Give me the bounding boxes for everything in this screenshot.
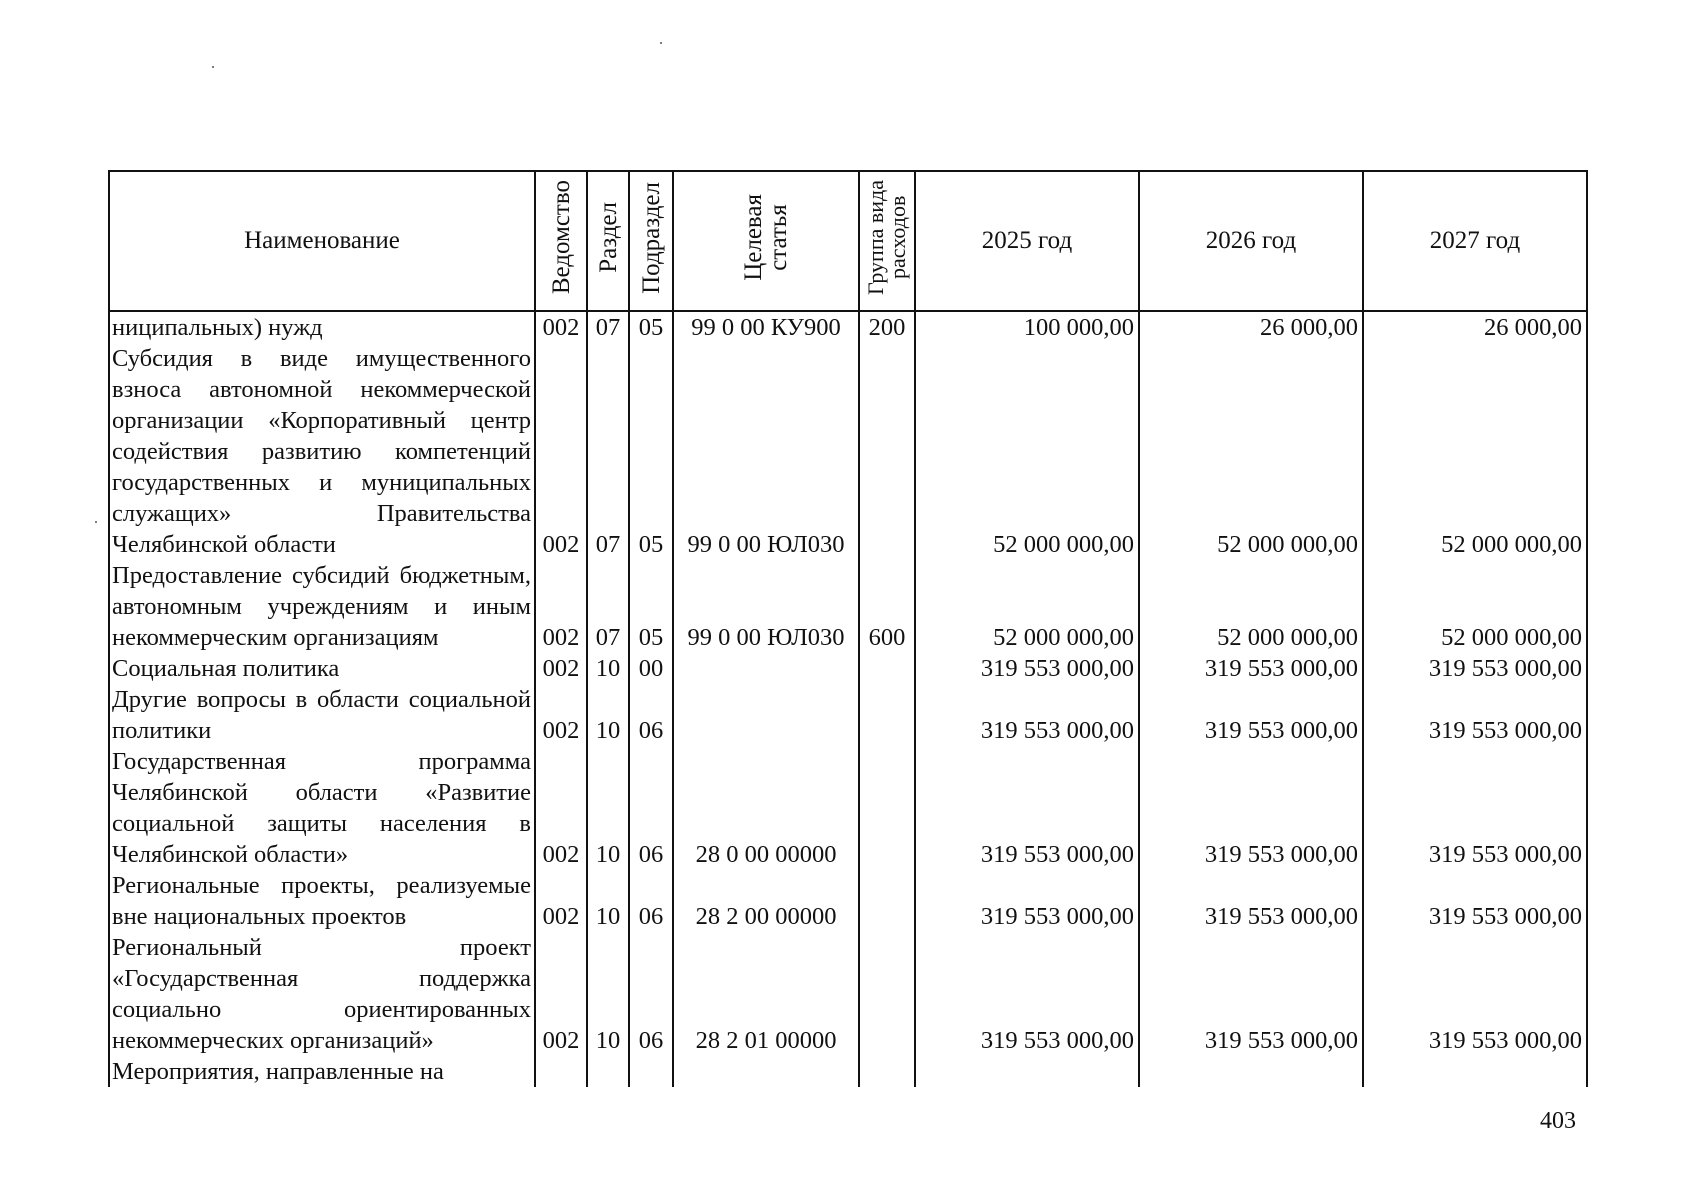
budget-table-container xyxy=(108,170,1588,1087)
cell-target-article: 28 2 00 00000 xyxy=(673,870,859,932)
cell-2027 xyxy=(1363,1056,1587,1087)
cell-name: Субсидия в виде имущественного взноса автономной некоммерческой организации «Корпоративный центр содействия развитию компетенций государственных и муниципальных служащих» Правительства Челябинской области xyxy=(109,343,535,560)
cell-target-article: 99 0 00 ЮЛ030 xyxy=(673,560,859,653)
header-section: Раздел xyxy=(587,171,629,311)
cell-name: Социальная политика xyxy=(109,653,535,684)
cell-department: 002 xyxy=(535,684,587,746)
header-department: Ведомство xyxy=(535,171,587,311)
cell-target-article xyxy=(673,1056,859,1087)
cell-subsection xyxy=(629,1056,673,1087)
table-header-row xyxy=(109,171,1587,311)
cell-2026 xyxy=(1139,1056,1363,1087)
table-row xyxy=(109,343,1587,560)
cell-section: 07 xyxy=(587,560,629,653)
cell-section: 10 xyxy=(587,746,629,870)
table-row xyxy=(109,746,1587,870)
cell-2027: 319 553 000,00 xyxy=(1363,746,1587,870)
cell-2026: 52 000 000,00 xyxy=(1139,343,1363,560)
cell-department: 002 xyxy=(535,311,587,343)
header-2026: 2026 год xyxy=(1139,171,1363,311)
cell-name: Другие вопросы в области социальной политики xyxy=(109,684,535,746)
cell-2026: 319 553 000,00 xyxy=(1139,684,1363,746)
cell-2025: 319 553 000,00 xyxy=(915,653,1139,684)
cell-section: 10 xyxy=(587,684,629,746)
cell-subsection: 05 xyxy=(629,343,673,560)
cell-target-article: 28 0 00 00000 xyxy=(673,746,859,870)
cell-expense-group xyxy=(859,1056,915,1087)
header-2025: 2025 год xyxy=(915,171,1139,311)
cell-expense-group: 200 xyxy=(859,311,915,343)
cell-2026: 319 553 000,00 xyxy=(1139,932,1363,1056)
cell-department: 002 xyxy=(535,746,587,870)
cell-name: Мероприятия, направленные на xyxy=(109,1056,535,1087)
cell-subsection: 00 xyxy=(629,653,673,684)
table-row xyxy=(109,684,1587,746)
cell-department: 002 xyxy=(535,870,587,932)
cell-expense-group xyxy=(859,932,915,1056)
cell-name: ниципальных) нужд xyxy=(109,311,535,343)
cell-2027: 319 553 000,00 xyxy=(1363,932,1587,1056)
table-row xyxy=(109,560,1587,653)
header-2027: 2027 год xyxy=(1363,171,1587,311)
cell-section: 07 xyxy=(587,311,629,343)
cell-target-article: 99 0 00 КУ900 xyxy=(673,311,859,343)
cell-subsection: 05 xyxy=(629,560,673,653)
table-body xyxy=(109,311,1587,1087)
table-row xyxy=(109,311,1587,343)
cell-expense-group: 600 xyxy=(859,560,915,653)
cell-subsection: 06 xyxy=(629,932,673,1056)
cell-section: 10 xyxy=(587,653,629,684)
cell-2026: 52 000 000,00 xyxy=(1139,560,1363,653)
cell-expense-group xyxy=(859,653,915,684)
cell-2026: 319 553 000,00 xyxy=(1139,746,1363,870)
cell-department xyxy=(535,1056,587,1087)
cell-target-article xyxy=(673,684,859,746)
table-row xyxy=(109,932,1587,1056)
cell-subsection: 06 xyxy=(629,746,673,870)
cell-2027: 52 000 000,00 xyxy=(1363,560,1587,653)
cell-2025: 319 553 000,00 xyxy=(915,870,1139,932)
cell-subsection: 05 xyxy=(629,311,673,343)
cell-2027: 319 553 000,00 xyxy=(1363,653,1587,684)
table-row xyxy=(109,1056,1587,1087)
cell-expense-group xyxy=(859,746,915,870)
header-name: Наименование xyxy=(109,171,535,311)
cell-2025: 100 000,00 xyxy=(915,311,1139,343)
cell-expense-group xyxy=(859,870,915,932)
cell-target-article xyxy=(673,653,859,684)
cell-expense-group xyxy=(859,684,915,746)
cell-2025 xyxy=(915,1056,1139,1087)
cell-department: 002 xyxy=(535,343,587,560)
table-row xyxy=(109,870,1587,932)
cell-section: 07 xyxy=(587,343,629,560)
cell-2027: 52 000 000,00 xyxy=(1363,343,1587,560)
cell-2025: 52 000 000,00 xyxy=(915,343,1139,560)
budget-table xyxy=(108,170,1588,1087)
cell-subsection: 06 xyxy=(629,870,673,932)
cell-name: Региональные проекты, реализуемые вне национальных проектов xyxy=(109,870,535,932)
cell-target-article: 28 2 01 00000 xyxy=(673,932,859,1056)
header-subsection: Подраздел xyxy=(629,171,673,311)
cell-2025: 52 000 000,00 xyxy=(915,560,1139,653)
cell-section xyxy=(587,1056,629,1087)
cell-subsection: 06 xyxy=(629,684,673,746)
cell-department: 002 xyxy=(535,653,587,684)
cell-2025: 319 553 000,00 xyxy=(915,932,1139,1056)
cell-2027: 319 553 000,00 xyxy=(1363,870,1587,932)
cell-2026: 319 553 000,00 xyxy=(1139,870,1363,932)
cell-name: Государственная программа Челябинской области «Развитие социальной защиты населения в Челябинской области» xyxy=(109,746,535,870)
cell-section: 10 xyxy=(587,932,629,1056)
cell-2026: 319 553 000,00 xyxy=(1139,653,1363,684)
cell-section: 10 xyxy=(587,870,629,932)
cell-department: 002 xyxy=(535,932,587,1056)
header-expense-group: Группа вида расходов xyxy=(859,171,915,311)
cell-2027: 26 000,00 xyxy=(1363,311,1587,343)
cell-expense-group xyxy=(859,343,915,560)
cell-2025: 319 553 000,00 xyxy=(915,684,1139,746)
table-row xyxy=(109,653,1587,684)
cell-target-article: 99 0 00 ЮЛ030 xyxy=(673,343,859,560)
cell-2025: 319 553 000,00 xyxy=(915,746,1139,870)
header-target-article: Целевая статья xyxy=(673,171,859,311)
page-number: 403 xyxy=(1540,1108,1576,1134)
cell-2026: 26 000,00 xyxy=(1139,311,1363,343)
cell-name: Предоставление субсидий бюджетным, автономным учреждениям и иным некоммерческим организациям xyxy=(109,560,535,653)
cell-name: Региональный проект «Государственная поддержка социально ориентированных некоммерческих организаций» xyxy=(109,932,535,1056)
cell-2027: 319 553 000,00 xyxy=(1363,684,1587,746)
cell-department: 002 xyxy=(535,560,587,653)
